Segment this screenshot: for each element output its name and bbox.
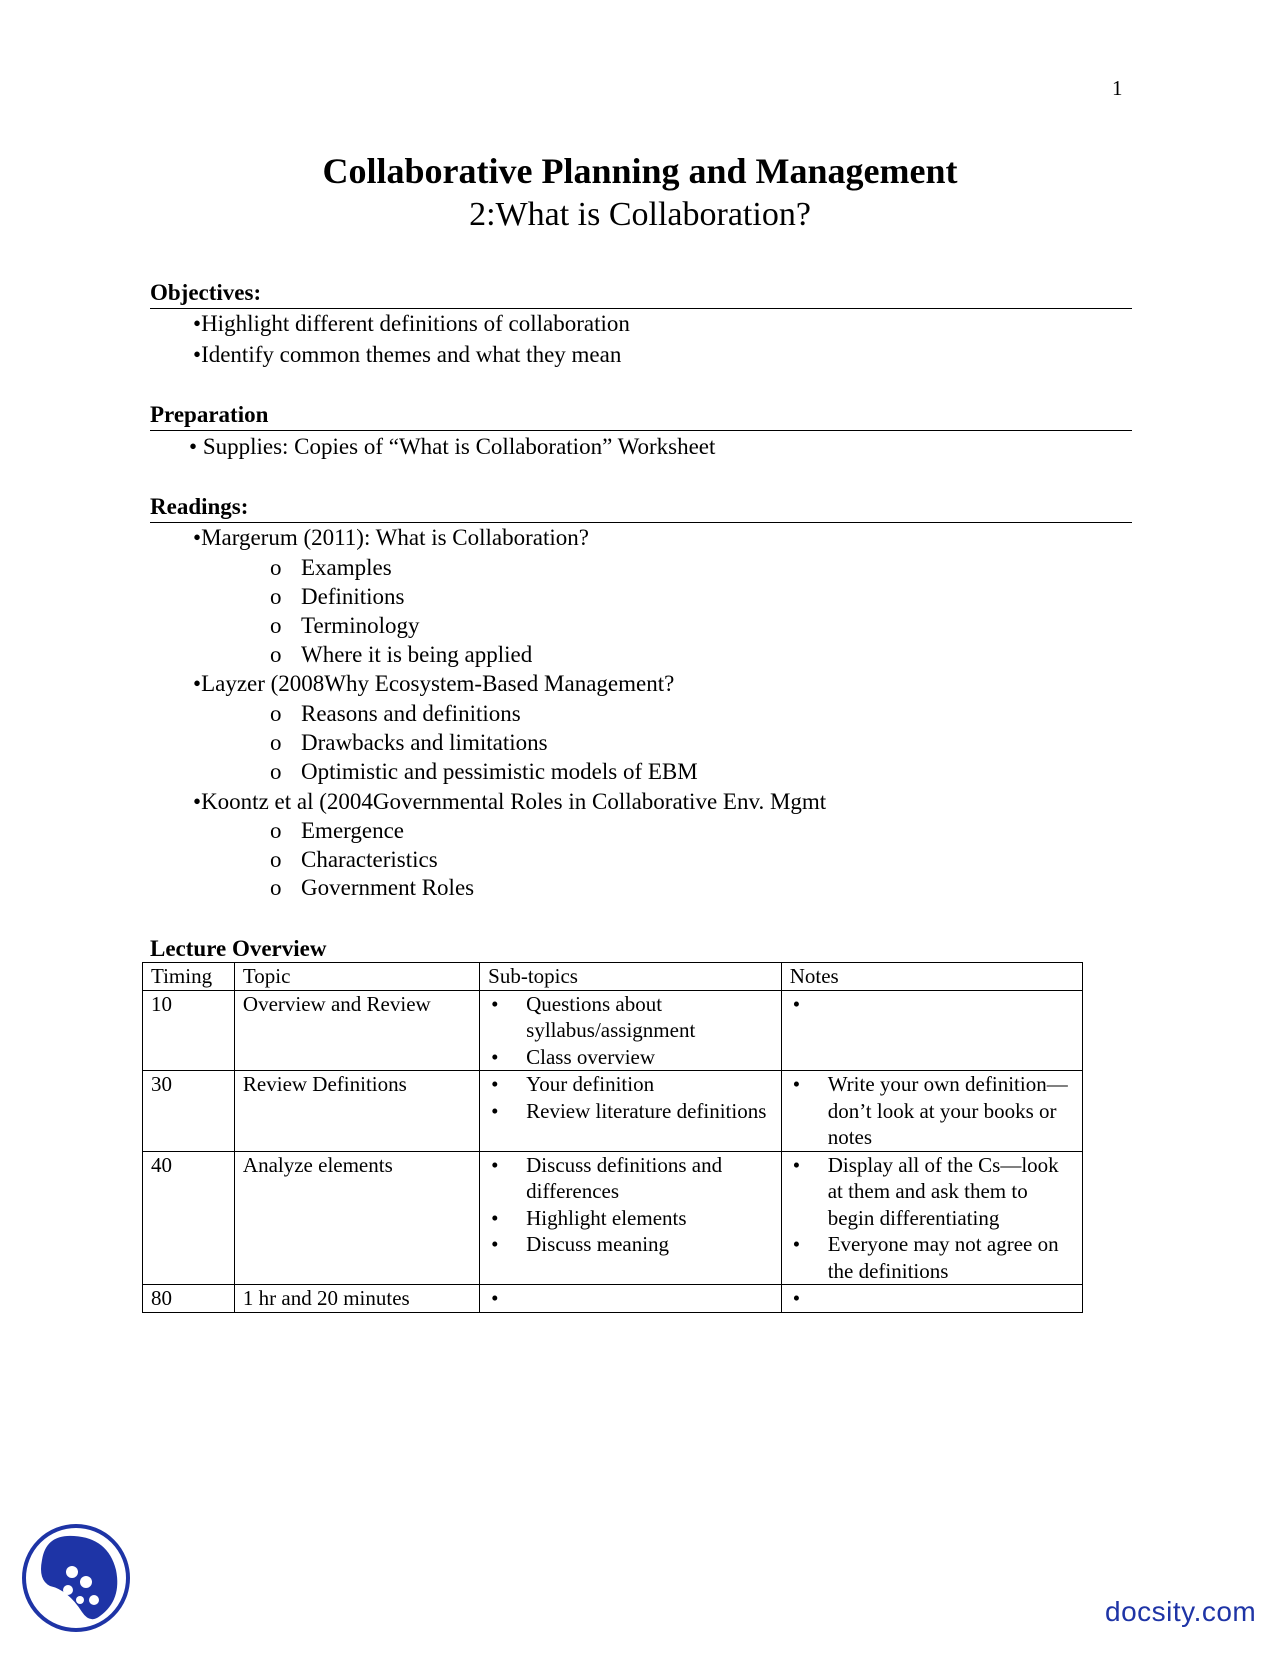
lecture-overview-table <box>142 962 1083 1313</box>
reading-subitem-text: Government Roles <box>301 875 475 900</box>
subtopics-cell <box>480 1071 782 1152</box>
reading-subitem <box>270 700 521 728</box>
note-item <box>790 1152 1075 1232</box>
table-row <box>143 1071 1083 1152</box>
preparation-item <box>189 433 715 461</box>
note-text: Write your own definition—don’t look at your books or notes <box>827 1072 1068 1149</box>
notes-cell <box>781 1151 1082 1285</box>
notes-cell <box>781 1071 1082 1152</box>
subtopic-item <box>488 1071 774 1098</box>
preparation-heading: Preparation <box>150 402 1132 431</box>
bullet-icon: • <box>491 1098 499 1123</box>
bullet-icon: • <box>491 1152 499 1177</box>
timing-cell: 30 <box>143 1071 235 1152</box>
bullet-icon: • <box>193 525 202 550</box>
note-item <box>790 1071 1075 1151</box>
table-row <box>143 990 1083 1071</box>
bullet-icon: • <box>491 1205 499 1230</box>
bullet-icon: • <box>193 342 202 367</box>
objective-item <box>193 341 621 369</box>
objective-text: Identify common themes and what they mean <box>201 342 622 367</box>
bullet-icon: • <box>491 1286 499 1310</box>
bullet-icon: • <box>792 1152 801 1177</box>
reading-item <box>193 524 589 552</box>
reading-subitem <box>270 583 405 611</box>
objective-text: Highlight different definitions of collaboration <box>201 311 630 336</box>
sub-bullet-icon: o <box>270 555 282 580</box>
subtopic-text: Class overview <box>526 1044 656 1069</box>
bullet-icon: • <box>491 1072 499 1096</box>
reading-item <box>193 788 826 816</box>
objectives-heading: Objectives: <box>150 280 1132 309</box>
bullet-icon: • <box>491 991 499 1016</box>
reading-subitem <box>270 612 419 640</box>
column-header-topic: Topic <box>234 963 479 991</box>
notes-cell <box>781 1285 1082 1313</box>
subtopic-item <box>488 1231 774 1258</box>
subtopic-text: Review literature definitions <box>526 1098 767 1123</box>
document-title: Collaborative Planning and Management <box>322 151 958 191</box>
reading-subitem-text: Reasons and definitions <box>301 701 521 726</box>
bullet-icon: • <box>792 1072 801 1096</box>
sub-bullet-icon: o <box>270 847 282 872</box>
subtopics-cell <box>480 990 782 1071</box>
subtopic-text: Highlight elements <box>526 1205 687 1230</box>
bullet-icon: • <box>193 789 202 814</box>
reading-subitem <box>270 817 404 845</box>
reading-subitem <box>270 641 532 669</box>
subtopics-cell <box>480 1151 782 1285</box>
topic-cell: Review Definitions <box>234 1071 479 1152</box>
sub-bullet-icon: o <box>270 759 282 784</box>
sub-bullet-icon: o <box>270 875 282 900</box>
reading-subitem-text: Where it is being applied <box>301 642 533 667</box>
reading-subitem-text: Terminology <box>301 613 420 638</box>
reading-subitem <box>270 554 392 582</box>
bullet-icon: • <box>491 1044 499 1069</box>
subtopic-item <box>488 1205 774 1232</box>
sub-bullet-icon: o <box>270 584 282 609</box>
sub-bullet-icon: o <box>270 818 282 843</box>
lecture-overview-heading: Lecture Overview <box>150 936 327 961</box>
column-header-notes: Notes <box>781 963 1082 991</box>
table-header-row <box>143 963 1083 991</box>
bullet-icon: • <box>792 1286 801 1310</box>
note-item <box>790 991 1075 1018</box>
subtopics-cell <box>480 1285 782 1313</box>
table-row <box>143 1151 1083 1285</box>
reading-text: Koontz et al (2004Governmental Roles in Collaborative Env. Mgmt <box>201 789 827 814</box>
note-text: Display all of the Cs—look at them and ask them to begin differentiating <box>827 1152 1059 1230</box>
subtopic-item <box>488 1152 774 1205</box>
bullet-icon: • <box>792 991 801 1016</box>
sub-bullet-icon: o <box>270 642 282 667</box>
subtopic-text: Your definition <box>526 1072 655 1096</box>
bullet-icon: • <box>189 434 198 459</box>
bullet-icon: • <box>193 311 202 336</box>
document-subtitle: 2:What is Collaboration? <box>469 196 811 233</box>
readings-heading: Readings: <box>150 494 1132 523</box>
reading-subitem-text: Emergence <box>301 818 405 843</box>
reading-subitem <box>270 758 698 786</box>
column-header-timing: Timing <box>143 963 235 991</box>
reading-item <box>193 670 674 698</box>
subtopic-item <box>488 1044 774 1071</box>
subtopic-text: Discuss meaning <box>526 1232 670 1256</box>
subtopic-text: Questions about syllabus/assignment <box>526 991 696 1042</box>
page-number: 1 <box>1112 76 1123 100</box>
bullet-icon: • <box>193 671 202 696</box>
bullet-icon: • <box>792 1232 801 1256</box>
timing-cell: 10 <box>143 990 235 1071</box>
topic-cell: 1 hr and 20 minutes <box>234 1285 479 1313</box>
docsity-logo-icon[interactable] <box>20 1520 132 1636</box>
reading-subitem-text: Definitions <box>301 584 405 609</box>
note-item <box>790 1231 1075 1284</box>
subtopic-item <box>488 1285 774 1312</box>
sub-bullet-icon: o <box>270 701 282 726</box>
sub-bullet-icon: o <box>270 613 282 638</box>
column-header-subtopics: Sub-topics <box>480 963 782 991</box>
reading-subitem-text: Drawbacks and limitations <box>301 730 548 755</box>
subtopic-text: Discuss definitions and differences <box>526 1152 723 1203</box>
reading-subitem-text: Characteristics <box>301 847 438 872</box>
note-text: Everyone may not agree on the definitions <box>827 1232 1059 1283</box>
reading-subitem-text: Optimistic and pessimistic models of EBM <box>301 759 698 784</box>
timing-cell: 80 <box>143 1285 235 1313</box>
reading-subitem-text: Examples <box>301 555 392 580</box>
reading-subitem <box>270 729 548 757</box>
docsity-brand-link[interactable]: docsity.com <box>1105 1596 1257 1627</box>
note-item <box>790 1285 1075 1312</box>
notes-cell <box>781 990 1082 1071</box>
subtopic-item <box>488 991 774 1044</box>
subtopic-item <box>488 1098 774 1125</box>
sub-bullet-icon: o <box>270 730 282 755</box>
reading-subitem <box>270 874 474 902</box>
reading-subitem <box>270 846 438 874</box>
objective-item <box>193 310 630 338</box>
topic-cell: Analyze elements <box>234 1151 479 1285</box>
reading-text: Margerum (2011): What is Collaboration? <box>201 525 589 550</box>
preparation-text: Supplies: Copies of “What is Collaboration” Worksheet <box>202 434 716 459</box>
table-row <box>143 1285 1083 1313</box>
timing-cell: 40 <box>143 1151 235 1285</box>
reading-text: Layzer (2008Why Ecosystem-Based Management? <box>201 671 675 696</box>
topic-cell: Overview and Review <box>234 990 479 1071</box>
bullet-icon: • <box>491 1232 499 1256</box>
